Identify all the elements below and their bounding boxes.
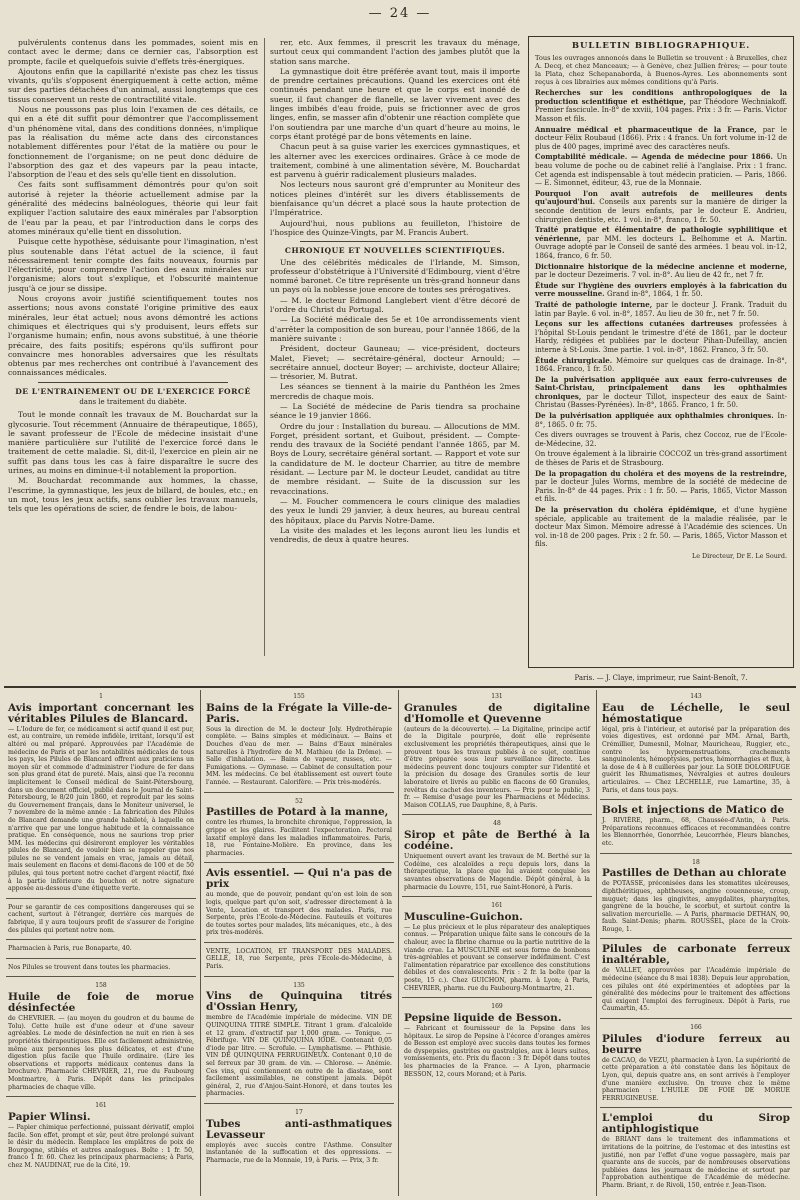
bulletin-entry [535,190,787,224]
chronicle-paragraphs [270,258,520,545]
ad-number: 143 [690,693,702,700]
ad-title: Avis essentiel. — Qui n'a pas de prix [206,867,392,891]
article-paragraph: Nous ne poussons pas plus loin l'examen de ces détails, ce qui en a été dit suffit pour démontrer que l'accomplissement d'un phénomène vital, dans des conditions données, n'implique pas la réalisation du même acte dans des circonstances notablement différentes pour l'état de la matière ou pour le fonctionnement de l'organisme; on ne peut donc déduire de l'absorption des gaz et des vapeurs par la peau intacte, l'absorption de l'eau et des sels qu'elle tient en dissolution. [8,105,258,180]
ads-column-1 [6,690,196,1196]
article-paragraph: Aujourd'hui, nous publions au feuilleton, l'histoire de l'hospice des Quinze-Vingts, par M. Francis Aubert. [270,218,520,237]
ads-column-4 [600,690,792,1196]
bulletin-entry [535,126,787,152]
section-rule [38,382,228,383]
article-paragraph: Ces faits sont suffisamment démontrés pour qu'on soit autorisé à rejeter la théorie actuellement admise par la généralité des médecins balnéologues, théorie qui leur fait expliquer l'action salutaire des eaux minérales par l'absorption de l'eau par la peau, et par l'introduction dans le corps des atomes minéraux qu'elle tient en dissolution. [8,180,258,236]
ad-title: Pilules de carbonate ferreux inaltérable, [602,943,790,967]
ad-title: Sirop et pâte de Berthé à la codéine. [404,829,590,853]
chronicle-paragraph: — M. Foucher commencera le cours clinique des maladies des yeux le lundi 29 janvier, à deux heures, au bureau central des hôpitaux, place du Parvis Notre-Dame. [270,496,520,525]
ad-title: Bols et injections de Matico de [602,804,785,817]
ad-text: de POTASSE, préconisées dans les stomatites ulcéreuses, diphthéritiques, aphtheuses, angine couenneuse, croup, muguet; dans les gingivites, amygdalites, pharyngites, gangrène de la bouche, le scorbut, et surtout contre la salivation mercurielle. — A Paris, pharmacie DETHAN, 90, faub. Saint-Denis; pharm. ROUSSEL, place de la Croix-Rouge, 1. [602,880,790,933]
bulletin-entry [535,263,787,280]
bulletin-entry [535,226,787,260]
advertisement [600,690,792,800]
advertisement [600,802,792,853]
chronicle-paragraph: — La Société médicale des 5e et 10e arrondissements vient d'arrêter la composition de son bureau, pour l'année 1866, de la manière suivante : [270,315,520,343]
advertisement [6,942,196,959]
article-paragraph: Chacun peut à sa guise varier les exercices gymnastiques, et les alterner avec les exercices ordinaires. Grâce à ce mode de traitement, combiné à une alimentation sévère, M. Bouchardat est parvenu à guérir radicalement plusieurs malades. [270,142,520,180]
advertisement [402,1000,592,1083]
ad-text: membre de l'Académie impériale de médecine. VIN DE QUINQUINA TITRÉ SIMPLE. Titrant 1 gram. d'alcaloïde et 12 gram. d'extractif par 1,000 gram. — Tonique. — Fébrifuge. VIN DE QUINQUINA IODÉ. Contenant 0,05 d'iode par litre. — Scrofule. — Lymphatisme. — Phthisie. VIN DE QUINQUINA FERRUGINEUX. Contenant 0,10 de sel ferreux par 30 gram. de vin. — Chlorose. — Anémie. Ces vins, qui contiennent en outre de la diastase, sont facilement assimilables, ne constipent jamais. Dépôt général, 2, rue d'Anjou-Saint-Honoré, et dans toutes les pharmacies. [206,1014,392,1098]
ad-text: VENTE, LOCATION, ET TRANSPORT DES MALADES. GELLÉ, 18, rue Serpente, près l'Ecole-de-Médecine, à Paris. [206,947,392,971]
article-paragraph: Puisque cette hypothèse, séduisante pour l'imagination, n'est plus soutenable dans l'état actuel de la science, il faut nécessairement tenir compte des faits nouveaux, fournis par l'électricité, pour comprendre l'action des eaux minérales sur l'organisme; alors tout s'explique, et l'obscurité maintenue jusqu'à ce jour se dissipe. [8,237,258,293]
chronicle-paragraph: La visite des malades et les leçons auront lieu les lundis et vendredis, de deux à quatre heures. [270,525,520,545]
section-title-chronicle: CHRONIQUE ET NOUVELLES SCIENTIFIQUES. [284,246,506,256]
left-column-paragraphs [8,38,258,378]
bulletin-entry-title: De la pulvérisation appliquée aux ophthalmies chroniques. [535,411,778,421]
ad-text: (auteurs de la découverte). — La Digitaline, principe actif de la Digitale pourprée, dont elle représente exclusivement les propriétés thérapeutiques, ainsi que le prouvent tous les travaux publiés à ce sujet, continue d'être préparée sous leur surveillance directe. Les médecins peuvent donc toujours compter sur l'identité et la précision du dosage des Granules sortis de leur laboratoire et livrés au public en flacons de 60 Granules, revêtus du cachet des inventeurs. — Prix pour le public, 3 fr. — Remise d'usage pour les Pharmaciens et Médecins. Maison COLLAS, rue Dauphine, 8, à Paris. [404,725,590,809]
advertisement [600,856,792,940]
bulletin-entry-title: Pourquoi l'on avait autrefois de meilleures dents qu'aujourd'hui. [535,188,787,207]
bulletin-entry-title: Recherches sur les conditions anthropologiques de la production scientifique et esthétique, [535,88,787,106]
ad-text: de BRIANT dans le traitement des inflammations et irritations de la poitrine, de l'estomac et des intestins est justifié, non par l'effet d'une vogue passagère, mais par quarante ans de succès, par de nombreuses observations publiées dans les journaux de médecine et surtout par l'approbation authentique de l'Académie de médecine. Pharm. Briant, r. de Rivoli, 150, entrée r. Jean-Tison. [602,1136,790,1189]
article-paragraph: Tout le monde connaît les travaux de M. Bouchardat sur la glycosurie. Tout récemment (Annuaire de thérapeutique, 1865), le savant professeur de l'Ecole de médecine insistait d'une manière particulière sur l'utilité de l'exercice forcé dans le traitement de cette maladie. Si, dit-il, l'exercice en plein air ne suffit pas dans tous les cas à faire disparaître le sucre des urines, au moins en diminue-t-il notablement la proportion. [8,410,258,476]
bulletin-entry-text: In-8°, 1865. 0 fr. 75. [535,412,787,429]
ad-number: 18 [692,858,700,866]
article-paragraph: rer, etc. Aux femmes, il prescrit les travaux du ménage, surtout ceux qui commandent l'action des jambes plutôt que la station sans marche. [270,38,520,66]
middle-column-paragraphs [270,38,520,237]
ads-column-2 [204,690,394,1196]
advertisement [6,690,196,899]
bulletin-entry [535,450,787,467]
ad-text: Uniquement ouvert avant les travaux de M. Berthé sur la Codéine, ces alcaloïdes a reçu depuis lors, dans la thérapeutique, la place que lui avaient conquise les savantes observations de Magendie. Dépôt général, à la pharmacie du Louvre, 151, rue Saint-Honoré, à Paris. [404,853,590,891]
bulletin-signature: Le Directeur, Dr E. Le Sourd. [691,551,787,560]
article-paragraph: pulvérulents contenus dans les pommades, soient mis en contact avec le derme; dans ce dernier cas, l'absorption est prompte, facile et quelquefois suivie d'effets très-énergiques. [8,38,258,66]
chronicle-paragraph: Président, docteur Gauneau; — vice-président, docteurs Malet, Fievet; — secrétaire-général, docteur Arnould; — secrétaire annuel, docteur Boyer; — archiviste, docteur Allaire; — trésorier, M. Butrat. [270,344,520,382]
advertisement [6,901,196,940]
article-paragraph: Ajoutons enfin que la capillarité n'existe pas chez les tissus vivants, qu'ils s'opposent énergiquement à cette action, même sur des parties détachées d'un animal, aussi longtemps que ces tissus conservent un reste de contractilité vitale. [8,66,258,104]
left-column [8,38,258,656]
bulletin-entry-title: Étude sur l'hygiène des ouvriers employés à la fabrication du verre mousseline. [535,280,787,299]
bulletin-entry [535,506,787,549]
ad-title: Pilules d'iodure ferreux au beurre [602,1032,790,1056]
advertisement [600,1021,792,1108]
bulletin-entry-text: par Théodore Wechniakoff. Premier fascicule. In-8° de xxviii, 104 pages. Prix : 3 fr. — Paris. Victor Masson et fils. [535,97,787,124]
advertisement [402,899,592,998]
ad-text: Nos Pilules se trouvent dans toutes les pharmacies. [8,963,171,971]
chronicle-paragraph: Ordre du jour : Installation du bureau. — Allocutions de MM. Forget, président sortant, et Guibout, président. — Compte-rendu des travaux de la Société pendant l'année 1865, par M. Boys de Loury, secrétaire général sortant. — Rapport et vote sur la candidature de M. le docteur Charrier, au titre de membre résidant. — Lecture par M. le docteur Leudet, candidat au titre de membre résidant. — Suite de la discussion sur les revaccinations. [270,421,520,496]
ad-number: 1 [99,693,103,700]
bulletin-entry-title: Étude chirurgicale. [535,355,617,365]
ad-number: 161 [95,1102,107,1110]
section-rule [300,241,490,242]
bulletin-entry-text: par le docteur Tillot, inspecteur des eaux de Saint-Christau (Basses-Pyrénées). In-8°, 1865. Franco, 1 fr. 50. [535,392,787,410]
chronicle-paragraph: — La Société de médecine de Paris tiendra sa prochaine séance le 19 janvier 1866. [270,401,520,421]
bulletin-entry-text: par le docteur Félix Roubaud (1866). Prix : 4 francs. Un fort volume in-12 de plus de 400 pages, imprimé avec des caractères neufs. [535,125,788,151]
bulletin-entry [535,282,787,299]
ad-number: 169 [491,1003,503,1011]
bulletin-entry-title: Leçons sur les affections cutanées dartreuses [535,319,739,329]
bulletin-entry-title: Annuaire médical et pharmaceutique de la France, [535,124,763,134]
printer-line: Paris. — J. Claye, imprimeur, rue Saint-Benoît, 7. [574,674,748,682]
bulletin-entry-text: Conseils aux parents sur la manière de diriger la seconde dentition de leurs enfants, par le docteur E. Andrieu, chirurgien dentiste, etc. 1 vol. in-8°, franco, 1 fr. 50. [535,198,787,224]
ad-text: de CHEVRIER. — (au moyen du goudron et du baume de Tolu). Cette huile est d'une odeur et d'une saveur agréables. Le mode de désinfection ne nuit en rien à ses propriétés thérapeutiques. Elle est facilement administrée, même aux personnes les plus délicates, et est d'une digestion plus facile que l'huile ordinaire. (Lire les observations et rapports médicaux contenus dans la brochure). Pharmacie CHEVRIER, 21, rue du Faubourg Montmartre, à Paris. Dépôt dans les principales pharmacies de chaque ville. [8,1015,194,1091]
bulletin-entry [535,153,787,187]
advertisement [402,690,592,815]
advertisement [204,690,394,793]
ad-title: Musculine-Guichon. [404,910,523,923]
advertisement [204,945,394,977]
ads-divider [200,690,201,1196]
advertisement [402,817,592,897]
bulletin-entry-text: par le docteur Jules Worms, membre de la société de médecine de Paris. In-8° de 44 pages. Prix : 1 fr. 50. — Paris, 1865, Victor Masson et fils. [535,478,787,504]
bulletin-title: BULLETIN BIBLIOGRAPHIQUE. [571,41,751,51]
ad-title: Papier Wlinsi. [8,1110,91,1123]
advertisement [204,979,394,1104]
ad-number: 161 [491,902,503,910]
ad-text: de CACAO, de VEZU, pharmacien à Lyon. La supériorité de cette préparation a été constatée dans les hôpitaux de Lyon, qui, depuis quatre ans, en sont arrivés à l'employer d'une manière exclusive. On trouve chez le même pharmacien : L'HUILE DE FOIE DE MORUE FERRUGINEUSE. [602,1056,790,1102]
bulletin-entry-title: Traité pratique et élémentaire de pathologie syphilitique et vénérienne, [535,225,787,243]
section-paragraphs [8,410,258,513]
article-paragraph: La gymnastique doit être préférée avant tout, mais il importe de prendre certaines précautions. Quand les exercices ont été continués pendant une heure et que le corps est inondé de sueur, il faut changer de flanelle, se laver vivement avec des linges imbibés d'eau froide, puis se frictionner avec de gros linges, enfin, se masser afin d'obtenir une réaction complète que l'on soutiendra par une marche d'un quart d'heure au moins, le corps étant protégé par de bons vêtements en laine. [270,66,520,141]
chronicle-paragraph: Les séances se tiennent à la mairie du Panthéon les 2mes mercredis de chaque mois. [270,382,520,401]
section-title-training: DE L'ENTRAINEMENT OU DE L'EXERCICE FORCÉ [15,386,251,396]
bulletin-entry-text: professées à l'hôpital St-Louis pendant le trimestre d'été de 1861, par le docteur Hardy, rédigées et publiées par le docteur Pihan-Dufeillay, ancien interne à St-Louis. 3me partie. 1 vol. in-8°, 1862. Franco, 3 fr. 50. [535,320,787,354]
ad-title: Tubes anti-asthmatiques Levasseur [206,1117,392,1141]
bulletin-entry [535,357,787,374]
ad-text: au monde, que de pouvoir, pendant qu'on est loin de son logis, quelque part qu'on soit, s'adresser directement à la Vente, Location et transport des malades. Paris, rue Serpente, près l'Ecole-de-Médecine. Fauteuils et voitures de toutes sortes pour malades, lits mécaniques, etc., à des prix très-modérés. [206,891,392,937]
column-divider [264,38,265,656]
ad-text: Sous la direction de M. le docteur Joly. Hydrothérapie complète. — Bains simples et médicinaux. — Bains et Douches d'eau de mer. — Bains d'Eaux minérales naturelles à l'hydrofère de M. Mathieu (de la Drôme). — Salle d'inhalation. — Bains de vapeur, russes, etc. — Fumigations. — Gymnase. — Cabinet de consultation pour MM. les médecins. Ce bel établissement est ouvert toute l'année. — Restaurant. Calorifère. — Prix très-modérés. [206,725,392,786]
ad-text: Pharmacien à Paris, rue Bonaparte, 40. [8,945,132,953]
ad-number: 52 [295,797,303,805]
chronicle-paragraph: — M. le docteur Edmond Langlebert vient d'être décoré de l'ordre du Christ du Portugal. [270,295,520,315]
bulletin-entry-title: De la propagation du choléra et des moyens de la restreindre, [535,468,787,478]
chronicle-paragraph: Une des célébrités médicales de l'Irlande, M. Simson, professeur d'obstétrique à l'Université d'Edimbourg, vient d'être nommé baronet. Ce titre représente un très-grand honneur dans un pays où la noblesse joue encore de toutes ses prérogatives. [270,257,520,295]
ad-title: Vins de Quinquina titrés d'Ossian Henry, [206,990,392,1014]
ad-title: Granules de digitaline d'Homolle et Quevenne [404,701,590,725]
bulletin-entry-text: par le docteur Dezeimeris. 7 vol. in-8°. Au lieu de 42 fr., net 7 fr. [535,271,764,280]
ad-title: L'emploi du Sirop antiphlogistique [602,1112,790,1136]
bulletin-entry-title: Dictionnaire historique de la médecine ancienne et moderne, [535,261,787,271]
middle-column [270,38,520,656]
ad-text: — Fabricant et fournisseur de la Pepsine dans les hôpitaux. Le sirop de Pepsine à l'écorce d'oranges amères de Besson est employé avec succès dans toutes les formes de dyspepsies, gastrites ou gastralgies, aux à leurs suites, vomissements, etc. Prix du flacon : 3 fr. Dépôt dans toutes les pharmacies de la France. — A Lyon, pharmacie BESSON, 12, cours Morand; et à Paris. [404,1025,590,1078]
ad-number: 158 [95,982,107,990]
bulletin-entry [535,470,787,504]
ads-divider [596,690,597,1196]
article-paragraph: M. Bouchardat recommande aux hommes, la chasse, l'escrime, la gymnastique, les jeux de billard, de boules, etc.; en un mot, tous les jeux actifs, sans oublier les travaux manuels, tels que les opérations de scier, de fendre le bois, de labou- [8,476,258,514]
ad-number: 17 [295,1108,303,1116]
bulletin-entries [535,89,787,549]
ad-title: Pastilles de Potard à la manne, [206,806,389,819]
bulletin-entry-title: De la pulvérisation appliquée aux eaux ferro-cuivreuses de Saint-Christau, principalement dans les ophthalmies chroniques, [535,374,787,401]
ad-title: Huile de foie de morue désinfectée [8,991,194,1015]
ad-text: employés avec succès contre l'Asthme. Consulter instantanée de la suffocation et des oppressions. — Pharmacie, rue de la Monnaie, 19, à Paris. — Prix, 3 fr. [206,1141,392,1164]
ad-text: — L'Iodure de fer, ce médicament si actif quand il est pur, est, au contraire, un remède infidèle, irritant, lorsqu'il est altéré ou mal préparé. Approuvées par l'Académie de médecine de Paris et par les notabilités médicales de tous les pays, les Pilules de Blancard offrent aux praticiens un moyen sûr et commode d'administrer l'iodure de fer dans son plus grand état de pureté. Mais, ainsi que l'a reconnu implicitement le Conseil médical de Saint-Pétersbourg, dans un document officiel, publié dans le Journal de Saint-Pétersbourg, le 8/20 juin 1860, et reproduit par les soins du Gouvernement français, dans le Moniteur universel, le 7 novembre de la même année : La fabrication des Pilules de Blancard demande une grande habileté, à laquelle on n'arrive que par une longue habitude et la connaissance pratique. En conséquence, nous ne saurions trop prier MM. les médecins qui désireront employer les véritables pilules de Blancard, de vouloir bien se rappeler que nos pilules ne se vendent jamais en vrac, jamais au détail, mais seulement en flacons et demi-flacons de 100 et de 50 pilules, qui tous portent notre cachet d'argent réactif, fixé à la partie inférieure du bouchon et notre signature apposée au-dessous d'une étiquette verte. [8,725,194,893]
ad-title: Eau de Léchelle, le seul hémostatique [602,701,790,725]
advertisement [6,1099,196,1174]
ad-text: contre les rhumes, la bronchite chronique, l'oppression, la grippe et les glaires. Facilitent l'expectoration. Pectoral laxatif employé dans les maladies inflammatoires. Paris, 18, rue Fontaine-Molière. En province, dans les pharmacies. [206,819,392,857]
bulletin-entry-text: Mémoire sur quelques cas de drainage. In-8°, 1864. Franco, 1 fr. 50. [535,356,787,374]
ad-title: Pepsine liquide de Besson. [404,1012,562,1025]
ad-title: Bains de la Frégate la Ville-de-Paris. [206,701,392,725]
bulletin-box [528,36,794,668]
section-subtitle-diabetes: dans le traitement du diabète. [79,397,187,406]
bulletin-entry [535,376,787,410]
ad-number: 155 [293,693,305,700]
ad-number: 48 [493,820,501,828]
ad-text: de VALLET, approuvées par l'Académie impériale de médecine (séance du 8 mai 1838). Depuis leur approbation, ces pilules ont été expérimentées et adoptées par la généralité des médecins pour le traitement des affections qui exigent l'emploi des ferrugineux. Dépôt à Paris, rue Caumartin, 45. [602,967,790,1013]
bulletin-entry-title: De la préservation du choléra épidémique, [535,505,723,515]
bulletin-entry [535,320,787,354]
ads-column-3 [402,690,592,1196]
bulletin-entry-text: par le docteur J. Frank. Traduit du latin par Bayle. 6 vol. in-8°, 1857. Au lieu de 30 fr., net 7 fr. 50. [535,300,787,318]
bulletin-entry-text: On trouve également à la librairie COCCOZ un très-grand assortiment de thèses de Paris et de Strasbourg. [535,450,787,468]
ad-title: Avis important concernant les véritables Pilules de Blancard. [8,701,194,725]
advertisement [204,865,394,943]
advertisement [204,1106,394,1170]
ad-text: — Papier chimique perfectionné, puissant dérivatif, emploi facile. Son effet, prompt et sûr, peut être prolongé suivant le désir du médecin. Remplace les emplâtres de poix de Bourgogne, stibiés et autres analogues. Boîte : 1 fr. 50, franco 1 fr. 60. Chez les principaux pharmaciens; à Paris, chez M. NAUDINAT, rue de la Cité, 19. [8,1123,194,1169]
ad-number: 131 [491,693,503,700]
advertisement [600,1110,792,1194]
bulletin-intro: Tous les ouvrages annoncés dans le Bulletin se trouvent : à Bruxelles, chez A. Decq, et chez Manceaux; — à Genève, chez Jullien frères; — pour toute la Plata, chez Schepanaborda, à Buenos-Ayres. Les abonnements sont reçus à ces librairies aux mêmes conditions qu'à Paris. [535,54,787,87]
bulletin-entry-title: Comptabilité médicale. — Agenda de médecine pour 1866. [535,152,777,162]
ad-text: J. RIVIÈRE, pharm., 68, Chaussée-d'Antin, à Paris. Préparations reconnues efficaces et recommandées contre les Blennorrhée, Gonorrhée, Leucorrhée, Fleurs blanches, etc. [602,817,790,847]
advertisement [204,795,394,864]
bulletin-entry [535,412,787,429]
ad-text: — Le plus précieux et le plus réparateur des analeptiques connus. — Préparation unique faite sans le concours de la chaleur, avec la fibrine charnue ou la partie nutritive de la viande crue. La MUSCULINE est sous forme de bonbons très-agréables et pouvant se conserver indéfiniment. C'est l'alimentation réparatrice par excellence des constitutions débiles et des convalescents. Prix : 2 fr. la boîte (par la poste, 15 c.). Chez GUICHON, pharm. à Lyon; à Paris, CHEVRIER, pharm. rue du Faubourg-Montmartre, 21. [404,923,590,992]
bulletin-entry-text: Ces divers ouvrages se trouvent à Paris, chez Coccoz, rue de l'Ecole-de-Médecine, 32. [535,431,787,448]
bulletin-entry-title: Traité de pathologie interne, [535,299,657,309]
bulletin-entry [535,301,787,318]
bulletin-entry [535,89,787,123]
bulletin-entry-text: Grand in-8°, 1864, 1 fr. 50. [607,290,703,299]
article-paragraph: Nous croyons avoir justifié scientifiquement toutes nos assertions; nous avons constaté l'origine primitive des eaux minérales, leur état actuel; nous avons démontré les actions chimiques et électriques qui s'y produisent, leurs effets sur l'organisme humain; enfin, nous avons substitué, à une théorie précaire, des faits positifs; espérons qu'ils suffiront pour convaincre mes honorables adversaires que les résultats obtenus par mes recherches ont contribué à l'avancement des connaissances médicales. [8,294,258,378]
ad-number: 135 [293,981,305,989]
page-number: — 24 — [368,6,432,21]
advertisement [6,961,196,978]
ad-number: 166 [690,1024,702,1032]
ad-text: légal, pris à l'intérieur, et autorisé par la préparation des voies digestives, est ordonné par MM. Arnal, Barth, Crémillier, Dumesnil, Molnar, Mauricheau, Ruggier, etc., contre les hypermenstruations, crachements sanguinolents, hémoptysies, pertes, hémorrhagies et flux, à la dose de 4 à 8 cuillerées par jour. La SOIE DOLORIFUGE guérit les Rhumatismes, Névralgies et autres douleurs articulaires. — Chez LÉCHELLE, rue Lamartine, 35, à Paris, et dans tous pays. [602,725,790,794]
bulletin-entry-text: par MM. les docteurs L. Belhomme et A. Martin. Ouvrage adopté par le Conseil de santé des armées. 1 beau vol. in-12, 1864, franco, 6 fr. 50. [535,234,787,260]
advertisement [600,941,792,1019]
bulletin-entry-text: et d'une hygiène spéciale, applicable au traitement de la maladie réalisée, par le docteur Max Simon. Mémoire adressé à l'Académie des sciences. Un vol. in-18 de 200 pages. Prix : 2 fr. 50. — Paris, 1865, Victor Masson et fils. [535,506,787,549]
ads-divider [398,690,399,1196]
advertisement [6,979,196,1097]
ad-title: Pastilles de Dethan au chlorate [602,867,787,880]
bulletin-entry-text: Un beau volume de poche ou de cabinet relié à l'anglaise. Prix : 1 franc. Cet agenda est indispensable à tout médecin praticien. — Paris, 1866. — E. Simonnet, éditeur, 43, rue de la Monnaie. [535,153,787,188]
bulletin-entry [535,431,787,448]
ad-text: Pour se garantir de ces compositions dangereuses qui se cachent, surtout à l'étranger, derrière ces marques de fabrique, il y aura toujours profit de s'assurer de l'origine des pilules qui portent notre nom. [8,903,194,934]
article-paragraph: Nos lecteurs nous sauront gré d'emprunter au Moniteur des notices pleines d'intérêt sur les divers établissements de bienfaisance qu'un décret a placé sous la haute protection de l'Impératrice. [270,180,520,218]
